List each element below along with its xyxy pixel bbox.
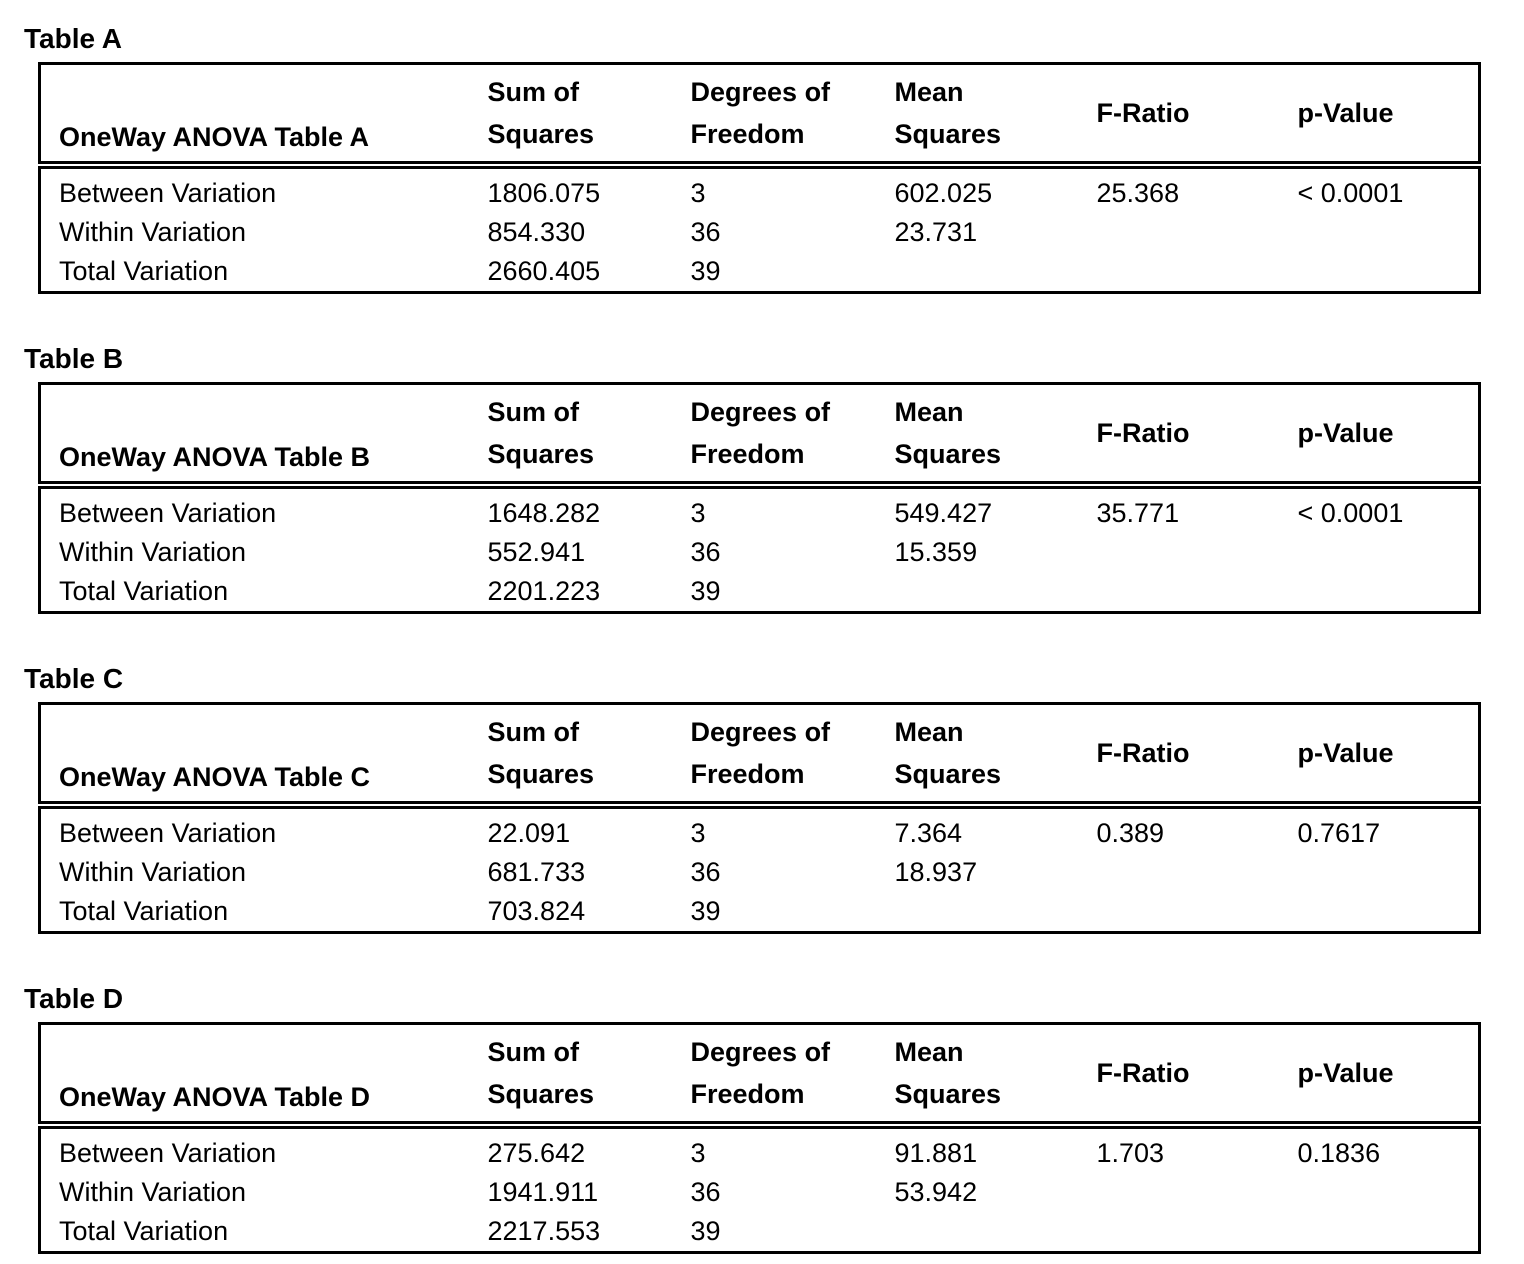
cell-label: Total Variation	[59, 576, 229, 606]
cell-degrees-of-freedom: 36	[690, 217, 721, 247]
header-line: Freedom	[690, 119, 805, 149]
col-header-degrees-of-freedom	[691, 1024, 895, 1126]
header-line: Sum of	[487, 717, 579, 747]
header-line: Degrees of	[690, 1037, 831, 1067]
table-title: Table A	[24, 23, 123, 54]
header-line: Squares	[487, 119, 595, 149]
cell-mean-squares	[895, 252, 1097, 293]
col-header-mean-squares	[895, 704, 1097, 806]
header-line: Degrees of	[690, 397, 831, 427]
col-header-f-ratio: F-Ratio	[1097, 704, 1298, 806]
cell-label: Total Variation	[59, 896, 229, 926]
cell-mean-squares: 15.359	[894, 537, 978, 567]
cell-sum-of-squares: 22.091	[487, 818, 571, 848]
cell-f-ratio	[1097, 533, 1298, 572]
col-header-table-name: OneWay ANOVA Table C	[40, 704, 488, 806]
cell-f-ratio	[1097, 1173, 1298, 1212]
cell-mean-squares: 91.881	[894, 1138, 978, 1168]
cell-p-value	[1298, 853, 1480, 892]
anova-block-a	[24, 22, 1500, 294]
cell-f-ratio	[1097, 1212, 1298, 1253]
col-header-p-value: p-Value	[1298, 64, 1480, 166]
anova-table-b	[38, 382, 1481, 614]
col-header-degrees-of-freedom	[691, 384, 895, 486]
col-header-degrees-of-freedom	[691, 704, 895, 806]
table-row	[40, 213, 1480, 252]
table-row	[40, 165, 1480, 213]
table-title: Table D	[24, 983, 124, 1014]
table-row	[40, 1125, 1480, 1173]
table-row	[40, 1212, 1480, 1253]
col-header-sum-of-squares	[488, 704, 691, 806]
cell-degrees-of-freedom: 3	[690, 178, 706, 208]
cell-p-value	[1298, 1173, 1480, 1212]
anova-table-a	[38, 62, 1481, 294]
cell-mean-squares: 7.364	[894, 818, 963, 848]
header-line: Freedom	[690, 1079, 805, 1109]
col-header-mean-squares	[895, 1024, 1097, 1126]
cell-sum-of-squares: 703.824	[487, 896, 586, 926]
header-line: Sum of	[487, 77, 579, 107]
cell-sum-of-squares: 2660.405	[487, 256, 601, 286]
header-line: Mean	[894, 717, 964, 747]
cell-label: Within Variation	[59, 857, 247, 887]
header-line: Mean	[894, 1037, 964, 1067]
col-header-p-value: p-Value	[1298, 384, 1480, 486]
cell-degrees-of-freedom: 3	[690, 818, 706, 848]
cell-p-value	[1298, 533, 1480, 572]
col-header-f-ratio: F-Ratio	[1097, 64, 1298, 166]
cell-label: Within Variation	[59, 537, 247, 567]
cell-label: Total Variation	[59, 256, 229, 286]
header-line: Squares	[894, 119, 1002, 149]
cell-degrees-of-freedom: 3	[690, 498, 706, 528]
cell-degrees-of-freedom: 36	[690, 1177, 721, 1207]
col-header-p-value: p-Value	[1298, 704, 1480, 806]
col-header-mean-squares	[895, 384, 1097, 486]
cell-label: Within Variation	[59, 217, 247, 247]
table-row	[40, 252, 1480, 293]
header-line: Mean	[894, 397, 964, 427]
cell-label: Total Variation	[59, 1216, 229, 1246]
cell-p-value	[1298, 892, 1480, 933]
cell-degrees-of-freedom: 36	[690, 537, 721, 567]
cell-p-value: 0.7617	[1297, 818, 1381, 848]
header-line: Squares	[894, 759, 1002, 789]
header-line: Squares	[894, 1079, 1002, 1109]
col-header-f-ratio: F-Ratio	[1097, 384, 1298, 486]
header-line: Squares	[487, 759, 595, 789]
cell-f-ratio	[1097, 213, 1298, 252]
anova-table-c	[38, 702, 1481, 934]
cell-label: Between Variation	[59, 178, 277, 208]
col-header-sum-of-squares	[488, 64, 691, 166]
header-row	[40, 704, 1480, 806]
cell-degrees-of-freedom: 39	[690, 576, 721, 606]
header-line: Freedom	[690, 759, 805, 789]
table-row	[40, 805, 1480, 853]
cell-label: Within Variation	[59, 1177, 247, 1207]
col-header-table-name: OneWay ANOVA Table A	[40, 64, 488, 166]
cell-sum-of-squares: 854.330	[487, 217, 586, 247]
cell-p-value	[1298, 252, 1480, 293]
cell-label: Between Variation	[59, 818, 277, 848]
col-header-p-value: p-Value	[1298, 1024, 1480, 1126]
table-row	[40, 572, 1480, 613]
cell-sum-of-squares: 681.733	[487, 857, 586, 887]
cell-mean-squares: 549.427	[894, 498, 993, 528]
cell-p-value	[1298, 572, 1480, 613]
header-line: Squares	[487, 1079, 595, 1109]
cell-p-value	[1298, 213, 1480, 252]
col-header-mean-squares	[895, 64, 1097, 166]
cell-f-ratio: 1.703	[1096, 1138, 1165, 1168]
cell-f-ratio: 25.368	[1096, 178, 1180, 208]
header-line: Sum of	[487, 397, 579, 427]
cell-f-ratio	[1097, 252, 1298, 293]
header-row	[40, 1024, 1480, 1126]
cell-sum-of-squares: 1806.075	[487, 178, 601, 208]
cell-sum-of-squares: 2217.553	[487, 1216, 601, 1246]
cell-label: Between Variation	[59, 498, 277, 528]
cell-degrees-of-freedom: 39	[690, 256, 721, 286]
cell-sum-of-squares: 552.941	[487, 537, 586, 567]
header-line: Squares	[894, 439, 1002, 469]
cell-p-value: < 0.0001	[1297, 178, 1404, 208]
anova-block-d	[24, 982, 1500, 1254]
anova-table-d	[38, 1022, 1481, 1254]
table-row	[40, 892, 1480, 933]
table-title: Table B	[24, 343, 124, 374]
cell-degrees-of-freedom: 39	[690, 896, 721, 926]
cell-p-value: 0.1836	[1297, 1138, 1381, 1168]
cell-degrees-of-freedom: 36	[690, 857, 721, 887]
table-row	[40, 485, 1480, 533]
cell-sum-of-squares: 1941.911	[487, 1177, 599, 1207]
col-header-table-name: OneWay ANOVA Table D	[40, 1024, 488, 1126]
cell-label: Between Variation	[59, 1138, 277, 1168]
header-line: Mean	[894, 77, 964, 107]
cell-mean-squares: 602.025	[894, 178, 993, 208]
cell-p-value: < 0.0001	[1297, 498, 1404, 528]
header-row	[40, 64, 1480, 166]
col-header-f-ratio: F-Ratio	[1097, 1024, 1298, 1126]
cell-mean-squares: 18.937	[894, 857, 978, 887]
header-line: Squares	[487, 439, 595, 469]
cell-sum-of-squares: 1648.282	[487, 498, 601, 528]
cell-degrees-of-freedom: 39	[690, 1216, 721, 1246]
anova-block-c	[24, 662, 1500, 934]
col-header-sum-of-squares	[488, 384, 691, 486]
cell-mean-squares	[895, 572, 1097, 613]
cell-f-ratio	[1097, 572, 1298, 613]
anova-block-b	[24, 342, 1500, 614]
cell-f-ratio: 0.389	[1096, 818, 1165, 848]
table-row	[40, 853, 1480, 892]
cell-f-ratio	[1097, 892, 1298, 933]
cell-mean-squares	[895, 1212, 1097, 1253]
header-line: Degrees of	[690, 77, 831, 107]
table-row	[40, 533, 1480, 572]
cell-mean-squares: 53.942	[894, 1177, 978, 1207]
col-header-table-name: OneWay ANOVA Table B	[40, 384, 488, 486]
table-title: Table C	[24, 663, 124, 694]
cell-sum-of-squares: 2201.223	[487, 576, 601, 606]
col-header-sum-of-squares	[488, 1024, 691, 1126]
cell-p-value	[1298, 1212, 1480, 1253]
col-header-degrees-of-freedom	[691, 64, 895, 166]
table-row	[40, 1173, 1480, 1212]
cell-sum-of-squares: 275.642	[487, 1138, 586, 1168]
cell-mean-squares	[895, 892, 1097, 933]
header-line: Sum of	[487, 1037, 579, 1067]
header-line: Degrees of	[690, 717, 831, 747]
cell-f-ratio: 35.771	[1096, 498, 1180, 528]
cell-f-ratio	[1097, 853, 1298, 892]
cell-mean-squares: 23.731	[894, 217, 978, 247]
header-row	[40, 384, 1480, 486]
header-line: Freedom	[690, 439, 805, 469]
cell-degrees-of-freedom: 3	[690, 1138, 706, 1168]
